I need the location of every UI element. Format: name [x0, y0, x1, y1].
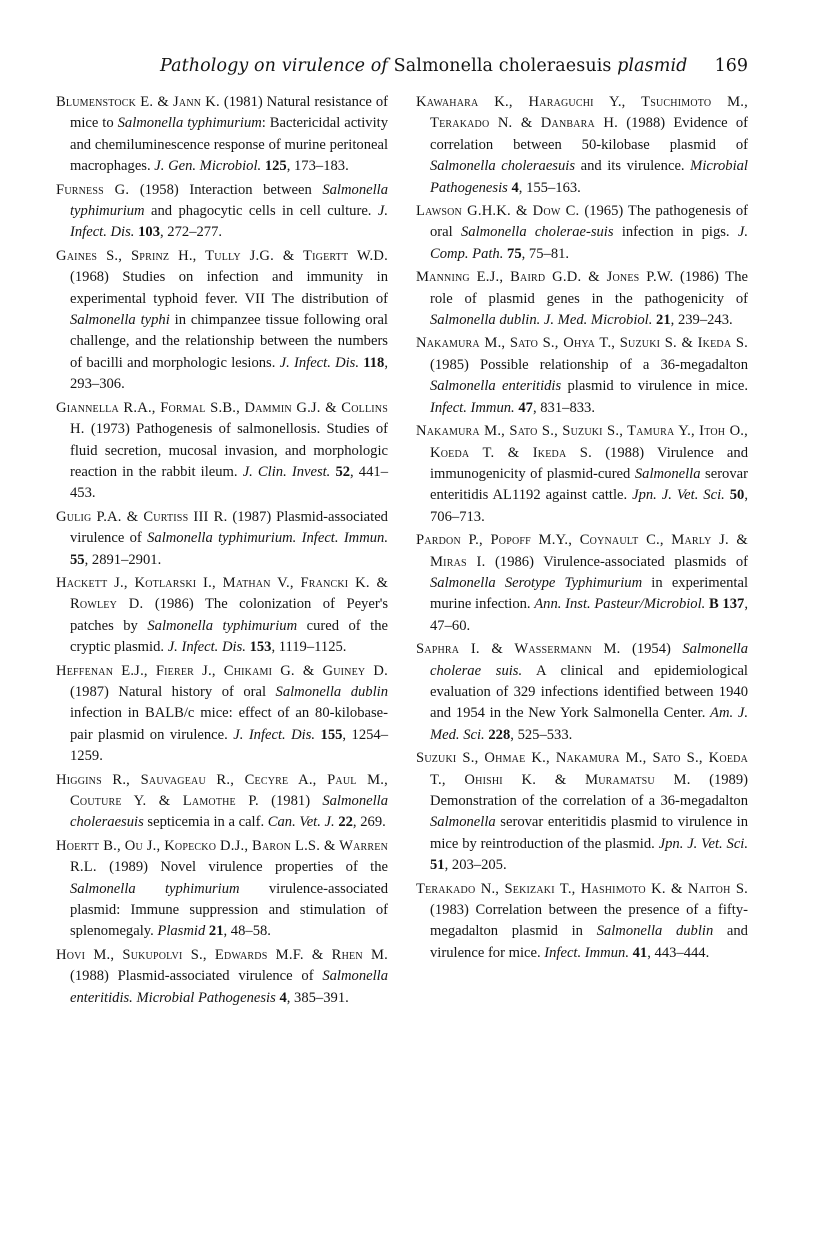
reference-volume: 52 [335, 463, 351, 480]
reference-volume: 47 [518, 399, 533, 416]
reference-text: , 269. [352, 814, 386, 831]
reference-text: , 173–183. [286, 158, 349, 175]
reference-entry [56, 836, 388, 943]
reference-text: (1988) Evidence of correlation between 50-kilobase plasmid of [430, 115, 748, 153]
reference-text: (1986) The colonization of Peyer's patches by [70, 596, 389, 634]
reference-text: , 831–833. [532, 399, 595, 416]
reference-text: in chimpanzee tissue following oral challenge, and the relationship between the numbers of bacilli and morphologic lesions. [70, 312, 388, 371]
reference-text: (1983) Correlation between the presence of a fifty-megadalton plasmid in [430, 902, 748, 940]
reference-italic: Plasmid [157, 923, 206, 940]
reference-volume: 50 [729, 487, 745, 504]
reference-italic: Ann. Inst. Pasteur/Microbiol. [534, 596, 706, 613]
reference-authors: Pardon P., Popoff M.Y., Coynault C., Marly J. & Miras I. [416, 532, 748, 570]
reference-entry [416, 879, 748, 965]
reference-text: , 75–81. [521, 245, 570, 262]
reference-volume: 41 [632, 944, 648, 961]
reference-italic: Infect. Immun. [430, 399, 515, 416]
reference-authors: Kawahara K., Haraguchi Y., Tsuchimoto M., Terakado N. & Danbara H. [416, 94, 748, 132]
reference-italic: J. Clin. Invest. [242, 463, 331, 480]
reference-text: and its virulence. [575, 158, 691, 175]
reference-italic: Salmonella dublin [596, 923, 714, 940]
reference-authors: Giannella R.A., Formal S.B., Dammin G.J. & Collins H. [56, 399, 388, 438]
reference-entry [416, 530, 748, 637]
reference-text: (1987) Natural history of oral [70, 683, 276, 700]
reference-authors: Manning E.J., Baird G.D. & Jones P.W. [416, 269, 674, 286]
reference-italic: Salmonella cholerae-suis [460, 224, 614, 241]
reference-volume: 118 [363, 354, 385, 371]
reference-text: , 706–713. [430, 487, 748, 525]
reference-italic: Salmonella typhimurium. Infect. Immun. [147, 530, 388, 547]
reference-text: , 239–243. [670, 312, 733, 329]
reference-text: , 272–277. [160, 224, 223, 241]
reference-entry [416, 639, 748, 746]
reference-text: , 1119–1125. [271, 639, 347, 656]
reference-italic: Salmonella dublin [275, 683, 388, 700]
reference-authors: Heffenan E.J., Fierer J., Chikami G. & Guiney D. [56, 662, 388, 679]
reference-text: , 155–163. [518, 179, 581, 196]
reference-text: : Bactericidal activity and chemiluminescence response of murine peritoneal macrophages. [70, 115, 388, 175]
reference-entry [56, 180, 388, 244]
reference-entry [416, 92, 748, 199]
reference-text: serovar enteritidis plasmid to virulence in mice by reintroduction of the plasmid. [430, 814, 748, 852]
reference-entry [56, 507, 388, 571]
reference-italic: Salmonella typhi [70, 312, 170, 329]
reference-text: septicemia in a calf. [143, 814, 268, 831]
reference-entry [56, 398, 388, 505]
reference-italic: Salmonella cholerae suis. [430, 641, 748, 679]
reference-text: (1981) [258, 793, 323, 809]
reference-volume: 153 [249, 639, 272, 656]
running-title-part: Pathology on virulence of [160, 56, 394, 76]
reference-authors: Blumenstock E. & Jann K. [56, 94, 220, 110]
running-title-species: Salmonella choleraesuis [393, 56, 612, 76]
reference-italic: Am. J. Med. Sci. [430, 705, 748, 743]
reference-italic: Can. Vet. J. [267, 814, 335, 831]
reference-entry [56, 92, 388, 178]
reference-text: , 441–453. [70, 463, 388, 502]
running-title-part: plasmid [611, 56, 688, 76]
reference-text: infection in pigs. [613, 224, 738, 241]
reference-volume: B 137 [709, 596, 745, 613]
reference-italic: Jpn. J. Vet. Sci. [632, 487, 725, 504]
reference-text: (1965) The pathogenesis of oral [430, 203, 748, 241]
reference-italic: Salmonella typhimurium [147, 617, 298, 634]
reference-entry [416, 201, 748, 265]
reference-italic: Salmonella typhimurium [70, 181, 388, 220]
reference-authors: Saphra I. & Wassermann M. [416, 641, 621, 658]
reference-text: , 385–391. [286, 989, 349, 1006]
reference-volume: 21 [656, 312, 671, 329]
reference-entry [416, 748, 748, 876]
reference-text: (1986) The role of plasmid genes in the pathogenicity of [430, 269, 748, 307]
reference-text: and virulence for mice. [430, 923, 748, 961]
reference-italic: Salmonella typhimurium [117, 115, 262, 132]
reference-text: (1954) [620, 641, 683, 658]
reference-text: serovar enteritidis AL1192 against cattle. [430, 465, 748, 504]
reference-entry [56, 661, 388, 768]
reference-volume: 125 [264, 158, 287, 175]
reference-authors: Gaines S., Sprinz H., Tully J.G. & Tigertt W.D. [56, 247, 388, 264]
reference-authors: Gulig P.A. & Curtiss III R. [56, 508, 228, 525]
reference-text: (1985) Possible relationship of a 36-megadalton [430, 356, 748, 373]
reference-text: (1958) Interaction between [129, 181, 323, 198]
reference-volume: 75 [507, 245, 522, 262]
reference-text: (1968) Studies on infection and immunity in experimental typhoid fever. VII The distribution of [70, 269, 388, 307]
reference-authors: Lawson G.H.K. & Dow C. [416, 203, 580, 220]
reference-italic: Jpn. J. Vet. Sci. [658, 835, 748, 852]
reference-volume: 55 [70, 551, 85, 568]
reference-authors: Terakado N., Sekizaki T., Hashimoto K. & Naitoh S. [416, 880, 748, 897]
reference-italic: J. Infect. Dis. [279, 354, 360, 371]
reference-italic: J. Infect. Dis. [70, 203, 388, 241]
reference-text: (1973) Pathogenesis of salmonellosis. Studies of fluid secretion, mucosal invasion, and morphologic reaction in the rabbit ileum. [70, 421, 388, 480]
reference-volume: 51 [430, 857, 445, 874]
reference-entry [416, 333, 748, 419]
reference-italic: Salmonella choleraesuis [430, 158, 576, 175]
reference-entry [56, 770, 388, 834]
reference-italic: J. Comp. Path. [430, 224, 748, 262]
reference-volume: 155 [320, 726, 343, 743]
reference-authors: Hoertt B., Ou J., Kopecko D.J., Baron L.S. & Warren R.L. [56, 837, 388, 876]
reference-entry [56, 945, 388, 1009]
reference-authors: Higgins R., Sauvageau R., Cecyre A., Paul M., Couture Y. & Lamothe P. [56, 771, 388, 809]
reference-volume: 21 [208, 923, 224, 940]
reference-entry [56, 246, 388, 396]
reference-italic: Salmonella typhimurium [70, 880, 240, 897]
reference-volume: 22 [338, 814, 353, 831]
reference-italic: Microbial Pathogenesis [430, 158, 748, 196]
reference-italic: J. Gen. Microbiol. [154, 158, 262, 175]
reference-text: and phagocytic cells in cell culture. [144, 203, 378, 220]
reference-authors: Furness G. [56, 181, 130, 198]
reference-italic: J. Infect. Dis. [233, 726, 316, 743]
reference-text: in experimental murine infection. [430, 574, 748, 613]
reference-entry [416, 267, 748, 331]
reference-authors: Nakamura M., Sato S., Ohya T., Suzuki S. & Ikeda S. [416, 335, 748, 352]
reference-authors: Nakamura M., Sato S., Suzuki S., Tamura Y., Itoh O., Koeda T. & Ikeda S. [416, 423, 748, 461]
reference-text: infection in BALB/c mice: effect of an 80-kilobase-pair plasmid on virulence. [70, 705, 388, 743]
reference-text: , 2891–2901. [84, 551, 162, 568]
reference-volume: 103 [138, 224, 160, 241]
reference-volume: 4 [279, 989, 287, 1006]
reference-text: , 293–306. [70, 354, 388, 393]
reference-text: plasmid to virulence in mice. [561, 378, 748, 395]
reference-text: , 47–60. [430, 596, 748, 634]
reference-italic: Salmonella dublin. J. Med. Microbiol. [430, 312, 653, 329]
reference-volume: 228 [488, 726, 511, 743]
running-header [160, 56, 748, 80]
reference-text: , 1254–1259. [70, 726, 389, 765]
reference-text: (1986) Virulence-associated plasmids of [485, 553, 748, 570]
reference-authors: Hovi M., Sukupolvi S., Edwards M.F. & Rhen M. [56, 946, 388, 963]
reference-authors: Suzuki S., Ohmae K., Nakamura M., Sato S., Koeda T., Ohishi K. & Muramatsu M. [416, 750, 748, 788]
reference-italic: Infect. Immun. [544, 944, 629, 961]
reference-italic: Salmonella enteritidis [430, 378, 562, 395]
reference-italic: Salmonella enteritidis. Microbial Pathogenesis [70, 968, 388, 1006]
reference-text: A clinical and epidemiological evaluation of 329 infections identified between 1940 and 1954 in the New York Salmonella Center. [430, 662, 748, 722]
references-column-right [416, 92, 748, 966]
reference-entry [416, 421, 748, 528]
reference-text: virulence-associated plasmid: Immune suppression and stimulation of splenomegaly. [70, 880, 388, 940]
reference-text: , 203–205. [444, 857, 507, 874]
reference-italic: J. Infect. Dis. [167, 639, 246, 656]
reference-italic: Salmonella choleraesuis [70, 793, 388, 831]
reference-text: cured of the cryptic plasmid. [70, 617, 388, 656]
reference-text: (1987) Plasmid-associated virulence of [70, 508, 388, 547]
reference-text: (1989) Demonstration of the correlation of a 36-megadalton [430, 771, 749, 809]
reference-authors: Hackett J., Kotlarski I., Mathan V., Francki K. & Rowley D. [56, 574, 388, 613]
reference-italic: Salmonella [430, 814, 496, 831]
reference-entry [56, 573, 388, 659]
page-number: 169 [714, 56, 748, 76]
reference-text: , 443–444. [647, 944, 710, 961]
reference-text: (1981) Natural resistance of mice to [70, 94, 388, 132]
running-title [160, 56, 687, 76]
reference-text: (1988) Plasmid-associated virulence of [70, 968, 323, 985]
reference-text: , 48–58. [223, 923, 271, 940]
reference-italic: Salmonella [634, 465, 701, 482]
reference-text: (1988) Virulence and immunogenicity of plasmid-cured [430, 444, 749, 482]
reference-text: (1989) Novel virulence properties of the [96, 859, 388, 876]
reference-text: , 525–533. [510, 726, 573, 743]
reference-italic: Salmonella Serotype Typhimurium [430, 574, 643, 591]
reference-volume: 4 [511, 179, 519, 196]
references-column-left [56, 92, 388, 1011]
